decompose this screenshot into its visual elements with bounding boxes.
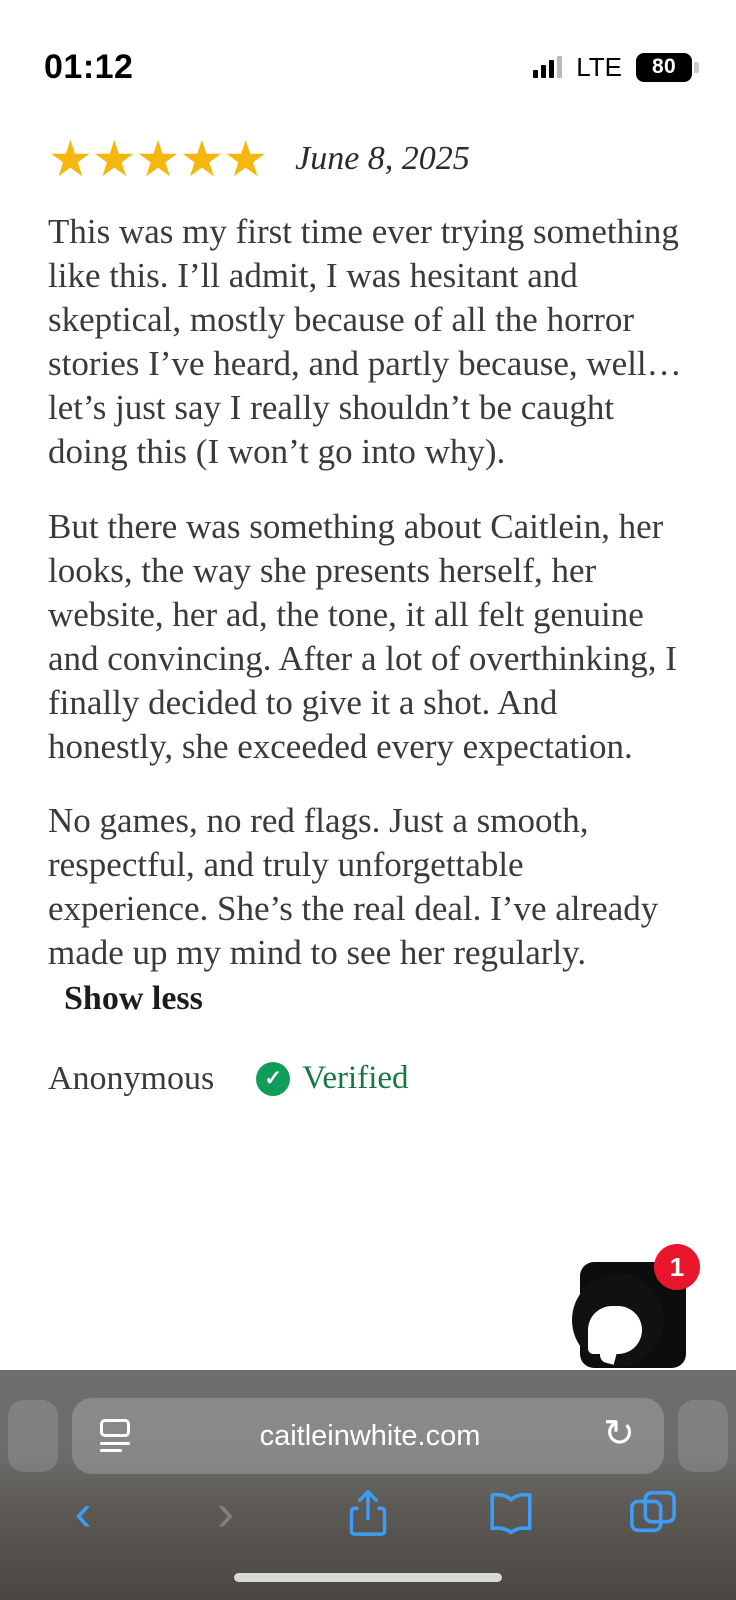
signal-bars-icon	[533, 56, 562, 78]
review-paragraph-1: This was my first time ever trying something like this. I’ll admit, I was hesitant and skeptical, mostly because of all the horror stories I’ve heard, and partly because, well… let’s just say I really shouldn’t be caught doing this (I won’t go into why).	[48, 212, 682, 472]
battery-level-label: 80	[652, 55, 676, 78]
tabs-icon	[628, 1489, 678, 1537]
share-icon	[346, 1487, 390, 1539]
url-bar-row	[0, 1398, 736, 1474]
show-less-button[interactable]: Show less	[64, 979, 203, 1017]
browser-bottom-bar	[0, 1370, 736, 1600]
reload-icon[interactable]: ↻	[603, 1413, 635, 1455]
status-time: 01:12	[44, 47, 134, 86]
tabs-button[interactable]	[614, 1482, 692, 1544]
book-icon	[486, 1490, 536, 1536]
back-button[interactable]	[44, 1482, 122, 1544]
url-bar[interactable]	[72, 1398, 664, 1474]
network-type-label: LTE	[576, 51, 622, 82]
review-date: June 8, 2025	[295, 140, 470, 177]
chat-unread-badge: 1	[654, 1244, 700, 1290]
review-card	[0, 120, 736, 1098]
battery-icon	[636, 53, 692, 82]
chat-widget-button[interactable]	[580, 1251, 686, 1368]
review-author: Anonymous	[48, 1059, 215, 1097]
review-paragraph-2: But there was something about Caitlein, her looks, the way she presents herself, her website, her ad, the tone, it all felt genuine and convincing. After a lot of overthinking, I finally decided to give it a shot. And honestly, she exceeded every expectation.	[48, 506, 677, 767]
chevron-left-icon: ‹	[74, 1484, 92, 1542]
status-bar	[0, 0, 736, 100]
review-text	[48, 210, 688, 976]
review-paragraph-3: No games, no red flags. Just a smooth, respectful, and truly unforgettable experience. She’s the real deal. I’ve already made up my mind to see her regularly.	[48, 801, 659, 973]
aa-page-settings-icon[interactable]	[100, 1419, 138, 1453]
home-indicator	[234, 1573, 502, 1582]
url-text[interactable]: caitleinwhite.com	[259, 1419, 481, 1452]
browser-toolbar	[0, 1482, 736, 1544]
check-circle-icon: ✓	[256, 1062, 290, 1096]
status-indicators	[533, 52, 692, 83]
review-footer	[48, 1060, 688, 1098]
verified-badge-group	[256, 1060, 408, 1097]
bookmarks-button[interactable]	[472, 1482, 550, 1544]
forward-button[interactable]	[187, 1482, 265, 1544]
review-header	[48, 131, 688, 187]
chevron-right-icon: ›	[216, 1484, 235, 1542]
next-tab-peek[interactable]	[678, 1400, 728, 1472]
verified-label: Verified	[302, 1060, 409, 1096]
share-button[interactable]	[329, 1482, 407, 1544]
chat-bubble-icon	[572, 1274, 664, 1366]
previous-tab-peek[interactable]	[8, 1400, 58, 1472]
rating-stars: ★★★★★	[48, 131, 268, 187]
chat-bubble-glyph	[588, 1306, 642, 1354]
